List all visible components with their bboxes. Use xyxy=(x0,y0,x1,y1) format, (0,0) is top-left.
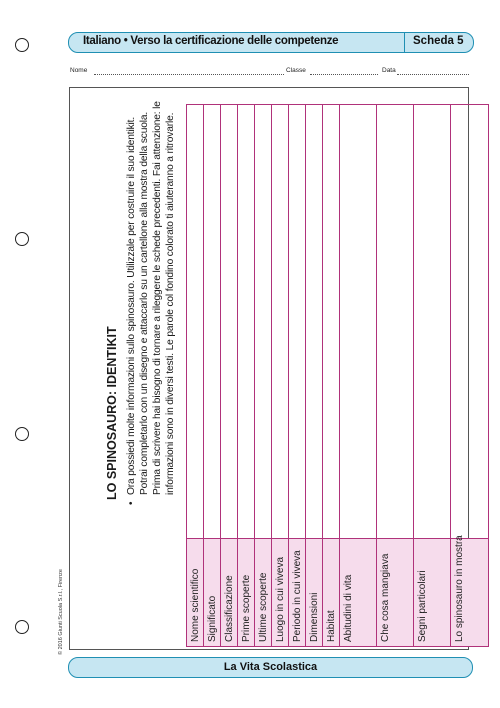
answer-cell[interactable] xyxy=(323,105,339,538)
row-label: Abitudini di vita xyxy=(340,538,376,646)
instruction-line: Prima di scrivere hai bisogno di tornare a rileggere le schede precedenti. Fai attenzione: le xyxy=(152,101,164,495)
row-label: Luogo in cui viveva xyxy=(272,538,288,646)
row-label: Nome scientifico xyxy=(187,538,203,646)
instruction-line: •Ora possiedi molte informazioni sullo spinosauro. Utilizzale per costruire il suo identikit. xyxy=(126,116,137,505)
table-row xyxy=(238,105,255,646)
header-bar xyxy=(68,32,474,53)
row-label: Prime scoperte xyxy=(238,538,254,646)
instructions-paragraph xyxy=(125,101,177,505)
data-field[interactable] xyxy=(397,74,469,75)
row-label: Ultime scoperte xyxy=(255,538,271,646)
nome-field[interactable] xyxy=(94,74,284,75)
scheda-number: Scheda 5 xyxy=(413,35,464,47)
row-label: Lo spinosauro in mostra xyxy=(451,538,488,646)
nome-label: Nome xyxy=(70,67,88,74)
table-row xyxy=(255,105,272,646)
answer-cell[interactable] xyxy=(187,105,203,538)
worksheet-box xyxy=(69,87,469,650)
table-row xyxy=(306,105,323,646)
answer-cell[interactable] xyxy=(414,105,450,538)
answer-cell[interactable] xyxy=(272,105,288,538)
table-row xyxy=(204,105,221,646)
table-row xyxy=(414,105,451,646)
header-title: Italiano • Verso la certificazione delle competenze xyxy=(83,35,339,47)
copyright-note: © 2016 Giunti Scuola S.r.l., Firenze xyxy=(58,569,64,655)
bullet-icon: • xyxy=(126,501,137,505)
answer-cell[interactable] xyxy=(306,105,322,538)
binder-hole-1 xyxy=(15,38,29,52)
binder-hole-3 xyxy=(15,427,29,441)
row-label: Dimensioni xyxy=(306,538,322,646)
table-row xyxy=(377,105,414,646)
answer-cell[interactable] xyxy=(238,105,254,538)
answer-cell[interactable] xyxy=(255,105,271,538)
header-divider xyxy=(404,33,405,52)
data-label: Data xyxy=(382,67,396,74)
answer-cell[interactable] xyxy=(221,105,237,538)
worksheet-title: LO SPINOSAURO: IDENTIKIT xyxy=(105,326,119,500)
answer-cell[interactable] xyxy=(451,105,488,538)
row-label: Che cosa mangiava xyxy=(377,538,413,646)
table-row xyxy=(187,105,204,646)
row-label: Periodo in cui viveva xyxy=(289,538,305,646)
table-row xyxy=(221,105,238,646)
binder-hole-2 xyxy=(15,232,29,246)
row-label: Classificazione xyxy=(221,538,237,646)
answer-cell[interactable] xyxy=(204,105,220,538)
table-row xyxy=(340,105,377,646)
table-row xyxy=(272,105,289,646)
classe-field[interactable] xyxy=(310,74,378,75)
row-label: Habitat xyxy=(323,538,339,646)
footer-publication: La Vita Scolastica xyxy=(223,661,318,673)
answer-cell[interactable] xyxy=(377,105,413,538)
instruction-line: informazioni sono in diversi testi. Le parole col fondino colorato ti aiuteranno a ritrovarle. xyxy=(165,112,177,495)
instruction-line: Potrai completarlo con un disegno e attaccarlo su un cartellone alla mostra della scuola. xyxy=(139,111,151,495)
identikit-table xyxy=(186,104,489,647)
worksheet-content xyxy=(70,88,469,650)
table-row xyxy=(323,105,340,646)
answer-cell[interactable] xyxy=(340,105,376,538)
footer-bar xyxy=(68,657,473,678)
answer-cell[interactable] xyxy=(289,105,305,538)
binder-hole-4 xyxy=(15,620,29,634)
row-label: Significato xyxy=(204,538,220,646)
table-row xyxy=(289,105,306,646)
student-info-line xyxy=(70,67,470,79)
classe-label: Classe xyxy=(286,67,306,74)
table-row xyxy=(451,105,489,646)
row-label: Segni particolari xyxy=(414,538,450,646)
